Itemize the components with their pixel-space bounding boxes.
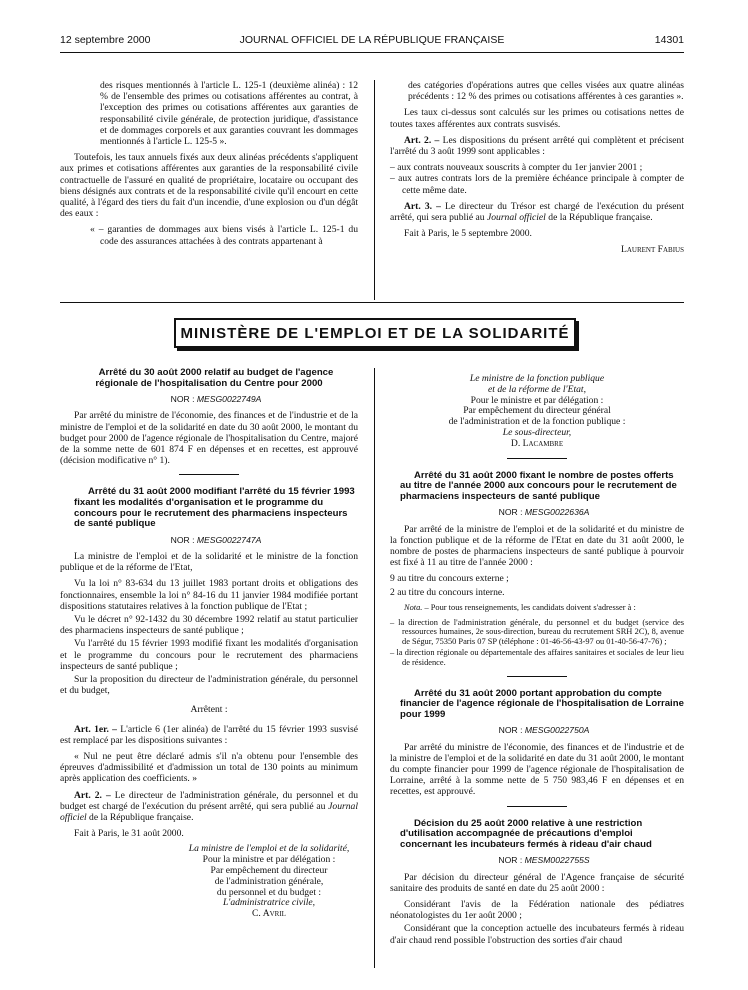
nor-code: MESG0022749A xyxy=(196,394,262,405)
nota-item: – la direction de l'administration générale, du personnel et du budget (service des ressources humaines, 2e sous-direction, bureau du recrutement SRH 2C), 8, avenue de Ségur, 75350 Paris 07 SP (téléphone : 01-46-56-43-97 ou 01-40-56-47-76) ; xyxy=(390,617,684,647)
top-left-column xyxy=(60,80,358,252)
column-divider xyxy=(374,80,375,300)
list-item: 2 au titre du concours interne. xyxy=(390,586,505,598)
nor-label: NOR : xyxy=(498,855,523,866)
nota-item: – la direction régionale ou départementale des affaires sanitaires et sociales de leur lieu de résidence. xyxy=(390,647,684,667)
article-label: Art. 3. – xyxy=(404,200,441,212)
article-text: de la République française. xyxy=(89,812,194,824)
paragraph: Par arrêté du ministre de l'économie, des finances et de l'industrie et de la ministre de l'emploi et de la solidarité en date du 30 août 2000, le montant du budget pour 2000 de l'agence régionale de l'hospitalisation du Centre, majoré de la somme nette de 601 874 F en dépenses et en recettes, est approuvé (décision modificative n° 1). xyxy=(60,410,358,467)
signature-line: de l'administration générale, xyxy=(214,875,324,887)
nor-label: NOR : xyxy=(498,725,523,736)
list-item: – aux contrats nouveaux souscrits à compter du 1er janvier 2001 ; xyxy=(390,162,643,174)
article-text: L'article 6 (1er alinéa) de l'arrêté du 15 février 1993 susvisé est remplacé par les dispositions suivantes : xyxy=(60,723,358,746)
section-rule xyxy=(60,302,684,303)
nor-label: NOR : xyxy=(170,394,195,405)
nor-reference xyxy=(390,507,684,518)
article-title: Arrêté du 30 août 2000 relatif au budget de l'agence régionale de l'hospitalisation du Centre pour 2000 xyxy=(95,367,334,389)
lower-left-column xyxy=(60,368,358,920)
page-header xyxy=(60,34,684,50)
arretent: Arrêtent : xyxy=(190,704,228,716)
article-title: Arrêté du 31 août 2000 modifiant l'arrêté du 15 février 1993 fixant les modalités d'organisation et le programme du concours pour le recrutement des pharmaciens inspecteurs de santé publique xyxy=(74,486,355,530)
signature-line: et de la réforme de l'Etat, xyxy=(488,383,586,395)
paragraph: Considérant l'avis de la Fédération nationale des pédiatres néonatologistes du 1er août 2000 ; xyxy=(390,898,684,922)
article-1 xyxy=(60,724,358,746)
continued-paragraph: des catégories d'opérations autres que celles visées aux quatre alinéas précédents : 12 % des primes ou cotisations afférentes à ces garanties ». xyxy=(408,80,684,103)
journal-name: Journal officiel xyxy=(486,212,546,224)
separator-rule xyxy=(507,806,567,807)
signatory: D. Lacambre xyxy=(510,437,564,449)
paragraph: Vu le décret n° 92-1432 du 30 décembre 1992 relatif au statut particulier des pharmaciens inspecteurs de santé publique ; xyxy=(60,614,358,637)
nota-text: Pour tous renseignements, les candidats doivent s'adresser à : xyxy=(430,602,636,612)
paragraph: Vu la loi n° 83-634 du 13 juillet 1983 portant droits et obligations des fonctionnaires, ensemble la loi n° 84-16 du 11 janvier 1984 modifiée portant dispositions statutaires relatives à la fonction publique de l'Etat ; xyxy=(60,578,358,612)
article-3 xyxy=(390,201,684,223)
ministry-heading xyxy=(174,318,576,348)
signature-line: Par empêchement du directeur xyxy=(210,865,328,877)
date-line: Fait à Paris, le 31 août 2000. xyxy=(74,828,184,840)
nor-reference xyxy=(60,535,358,546)
signatory: Laurent Fabius xyxy=(621,244,684,256)
paragraph: La ministre de l'emploi et de la solidarité et le ministre de la fonction publique et de la réforme de l'Etat, xyxy=(60,550,358,574)
paragraph: Toutefois, les taux annuels fixés aux deux alinéas précédents s'appliquent aux primes et cotisations afférentes aux garanties de la responsabilité civile contractuelle de l'assuré en qualité de propriétaire, locataire ou occupant des biens désignés aux contrats et de la responsabilité civile qu'il encourt en cette qualité, à l'égard des tiers du fait d'un incendie, d'une explosion ou d'un dégât des eaux : xyxy=(60,152,358,220)
nor-reference xyxy=(390,725,684,736)
article-label: Art. 1er. – xyxy=(74,723,117,735)
article-2 xyxy=(60,790,358,824)
signature-line: Pour le ministre et par délégation : xyxy=(470,394,604,406)
signature-line: Pour la ministre et par délégation : xyxy=(202,854,336,866)
article-title: Décision du 25 août 2000 relative à une restriction d'utilisation accompagnée de précautions d'emploi concernant les incubateurs fermés à rideau d'air chaud xyxy=(400,817,652,850)
article-label: Art. 2. – xyxy=(404,134,440,146)
signature-line: Le ministre de la fonction publique xyxy=(469,373,605,384)
paragraph: Vu l'arrêté du 15 février 1993 modifié fixant les modalités d'organisation et le programme du concours pour le recrutement des pharmaciens inspecteurs de santé publique ; xyxy=(60,638,358,672)
header-page-number: 14301 xyxy=(654,34,684,46)
lower-right-column xyxy=(390,374,684,951)
signature-block xyxy=(390,374,684,450)
nor-code: MESM0022755S xyxy=(524,855,590,866)
continued-paragraph: des risques mentionnés à l'article L. 125-1 (deuxième alinéa) : 12 % de l'ensemble des primes ou cotisations afférentes au contrat, à l'exception des primes ou cotisations afférentes aux garanties de responsabilité civile générale, de protection juridique, d'assistance et de dommages corporels et aux garanties couvrant les dommages mentionnés à l'article L. 125-5 ». xyxy=(100,80,358,148)
date-line: Fait à Paris, le 5 septembre 2000. xyxy=(404,228,532,240)
journal-name: Journal officiel xyxy=(60,800,358,824)
separator-rule xyxy=(507,676,567,677)
signature-line: du personnel et du budget : xyxy=(216,886,322,898)
ministry-title: MINISTÈRE DE L'EMPLOI ET DE LA SOLIDARITÉ xyxy=(180,324,570,342)
column-divider xyxy=(374,368,375,968)
nor-reference xyxy=(390,855,684,866)
signature-line: Le sous-directeur, xyxy=(502,426,572,438)
list-item: – aux autres contrats lors de la première échéance principale à compter de cette même date. xyxy=(390,173,684,196)
article-2 xyxy=(390,135,684,157)
article-text: Le directeur de l'administration générale, du personnel et du budget est chargé de l'exécution du présent arrêté, qui sera publié au xyxy=(60,789,359,812)
nor-code: MESG0022636A xyxy=(524,507,590,518)
nota xyxy=(390,603,684,613)
nor-reference xyxy=(60,394,358,405)
header-date: 12 septembre 2000 xyxy=(60,34,151,46)
article-text: Les dispositions du présent arrêté qui complètent et précisent l'arrêté du 3 août 1999 sont applicables : xyxy=(390,134,684,158)
separator-rule xyxy=(507,458,567,459)
signature-line: Par empêchement du directeur général xyxy=(463,405,611,417)
nor-code: MESG0022750A xyxy=(524,725,590,736)
paragraph: Par arrêté du ministre de l'économie, des finances et de l'industrie et de la ministre de l'emploi et de la solidarité en date du 31 août 2000, le montant du compte financier pour 1999 de l'agence régionale de l'hospitalisation de Lorraine, arrêté à la somme nette de 5 750 983,46 F en dépenses et en recettes, est approuvé. xyxy=(390,741,684,798)
quoted-text: « Nul ne peut être déclaré admis s'il n'a obtenu pour l'ensemble des épreuves d'admissibilité et d'admission un total de 130 points au minimum après application des coefficients. » xyxy=(60,751,358,785)
signature-block xyxy=(60,844,358,920)
paragraph: « – garanties de dommages aux biens visés à l'article L. 125-1 du code des assurances attachées à des contrats appartenant à xyxy=(90,224,358,247)
article-title: Arrêté du 31 août 2000 portant approbation du compte financier de l'agence régionale de l'hospitalisation de Lorraine pour 1999 xyxy=(400,687,684,720)
paragraph: Sur la proposition du directeur de l'administration générale, du personnel et du budget, xyxy=(60,674,358,697)
signature-line: de l'administration et de la fonction publique : xyxy=(448,416,626,428)
paragraph: Par décision du directeur général de l'Agence française de sécurité sanitaire des produits de santé en date du 25 août 2000 : xyxy=(390,871,684,894)
paragraph: Considérant que la conception actuelle des incubateurs fermés à rideau d'air chaud rend possible l'obstruction des sorties d'air chaud xyxy=(390,923,684,946)
signature-line: L'administratrice civile, xyxy=(222,897,316,909)
list-item: 9 au titre du concours externe ; xyxy=(390,573,509,585)
separator-rule xyxy=(179,474,239,475)
article-text: Le directeur du Trésor est chargé de l'exécution du présent arrêté, qui sera publié au xyxy=(390,200,684,224)
nor-label: NOR : xyxy=(170,534,195,545)
nor-label: NOR : xyxy=(498,507,523,518)
article-title: Arrêté du 31 août 2000 fixant le nombre de postes offerts au titre de l'année 2000 aux concours pour le recrutement de pharmaciens inspecteurs de santé publique xyxy=(400,469,677,502)
top-right-column xyxy=(390,80,684,261)
article-label: Art. 2. – xyxy=(74,789,111,801)
paragraph: Les taux ci-dessus sont calculés sur les primes ou cotisations nettes de toutes taxes afférentes aux contrats susvisés. xyxy=(390,107,684,130)
header-rule xyxy=(60,52,684,53)
nor-code: MESG0022747A xyxy=(196,534,262,545)
header-journal-title: JOURNAL OFFICIEL DE LA RÉPUBLIQUE FRANÇAISE xyxy=(239,34,505,46)
nota-label: Nota. – xyxy=(404,602,429,612)
article-text: de la République française. xyxy=(548,212,653,224)
paragraph: Par arrêté de la ministre de l'emploi et de la solidarité et du ministre de la fonction publique et de la réforme de l'Etat en date du 31 août 2000, le nombre de postes de pharmaciens inspecteurs de santé publique à pourvoir est fixé à 11 au titre de l'année 2000 : xyxy=(390,523,684,569)
signature-line: La ministre de l'emploi et de la solidarité, xyxy=(188,843,350,855)
signatory: C. Avril xyxy=(252,908,286,920)
